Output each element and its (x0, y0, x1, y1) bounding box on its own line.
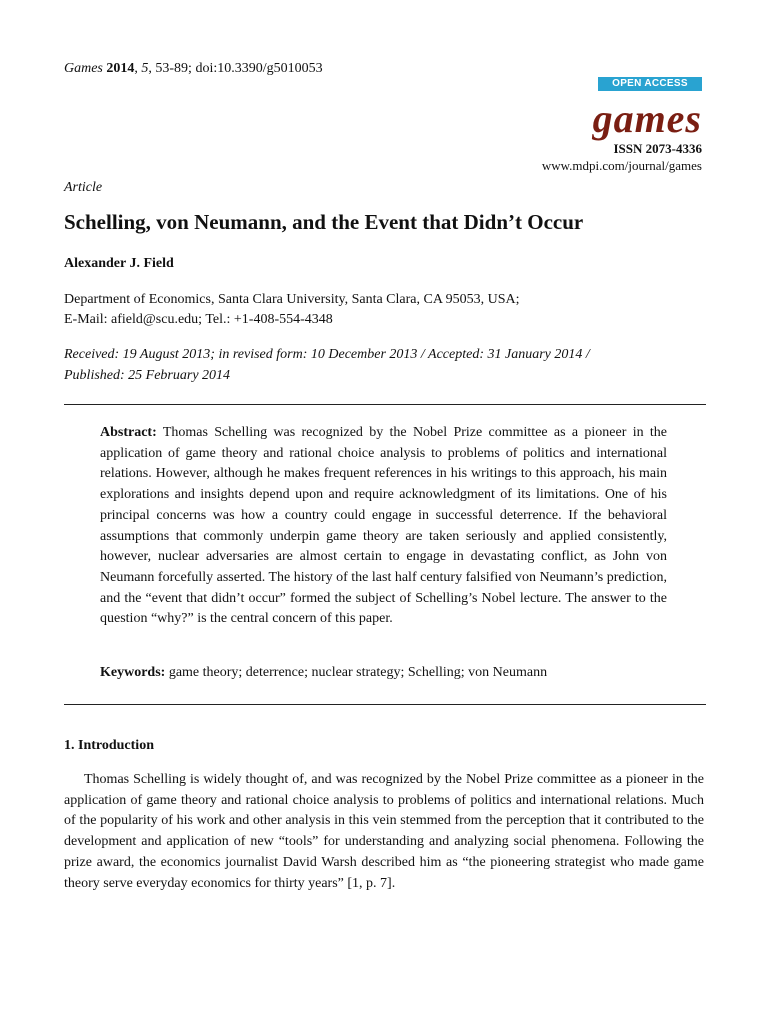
journal-name: Games (64, 61, 103, 76)
abstract-text: Thomas Schelling was recognized by the Nobel Prize committee as a pioneer in the application of game theory and rational choice analysis to problems of politics and international relations. However, although he makes frequent references in his writings to this approach, his main explorations and insights depend upon and require acknowledgment of its limitations. One of his principal concerns was how a country could engage in successful deterrence. If the behavioral assumptions that commonly underpin game theory are taken seriously and applied consistently, however, nuclear adversaries are almost certain to engage in devastating conflict, as John von Neumann forcefully asserted. The history of the last half century falsified von Neumann’s prediction, and the “event that didn’t occur” formed the subject of Schelling’s Nobel lecture. The answer to the question “why?” is the central concern of this paper. (100, 425, 668, 627)
journal-logo: games (592, 96, 702, 141)
article-type: Article (64, 180, 103, 195)
journal-url[interactable]: www.mdpi.com/journal/games (541, 158, 702, 173)
affiliation-block (64, 290, 704, 330)
dates-published: Published: 25 February 2014 (64, 368, 231, 383)
abstract (100, 423, 667, 630)
volume-number: 5 (141, 61, 149, 76)
affiliation: Department of Economics, Santa Clara University, Santa Clara, CA 95053, USA; (64, 292, 520, 307)
publication-dates (64, 344, 704, 386)
top-divider (64, 404, 706, 405)
citation-line: Games 2014, 5, 53-89; doi:10.3390/g5010053 (64, 61, 323, 76)
section-heading: 1. Introduction (64, 738, 154, 753)
abstract-label: Abstract: (100, 425, 157, 440)
article-title: Schelling, von Neumann, and the Event that Didn’t Occur (64, 210, 584, 234)
contact-info: E-Mail: afield@scu.edu; Tel.: +1-408-554-4348 (64, 312, 333, 327)
issn: ISSN 2073-4336 (613, 141, 702, 156)
author-name: Alexander J. Field (64, 256, 174, 271)
pages-doi: , 53-89; doi:10.3390/g5010053 (148, 61, 323, 76)
intro-paragraph: Thomas Schelling is widely thought of, and was recognized by the Nobel Prize committee as a pioneer in the application of game theory and rational choice analysis to problems of politics and international relations. Much of the popularity of his work and other analysis in this vein stemmed from the perception that it contributed to the development and application of new “tools” for understanding and analyzing social phenomena. Following the prize award, the economics journalist David Warsh described him as “the pioneering strategist who made game theory serve everyday economics for thirty years” [1, p. 7]. (64, 772, 704, 891)
keywords-text: game theory; deterrence; nuclear strategy; Schelling; von Neumann (168, 665, 548, 680)
dates-received-accepted: Received: 19 August 2013; in revised form: 10 December 2013 / Accepted: 31 January 2014 / (64, 347, 590, 362)
open-access-badge: OPEN ACCESS (598, 77, 702, 91)
bottom-divider (64, 704, 706, 705)
keywords (100, 665, 667, 681)
publication-year: 2014 (106, 61, 135, 76)
keywords-label: Keywords: (100, 665, 166, 680)
